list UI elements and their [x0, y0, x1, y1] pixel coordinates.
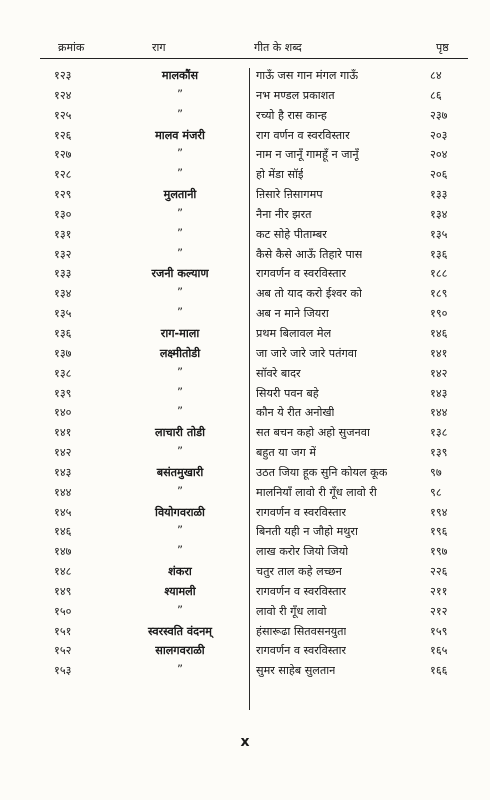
row-serial: १३७ [54, 346, 72, 360]
row-page: १६६ [430, 664, 448, 678]
row-raag: ” [177, 524, 183, 538]
row-song-words: लावो री गूँध लावो [256, 604, 327, 618]
row-raag: ” [177, 365, 183, 379]
row-serial: १४३ [54, 465, 72, 479]
row-serial: १४९ [54, 584, 72, 598]
row-page: ८६ [430, 88, 442, 102]
row-page: १६५ [430, 644, 448, 658]
row-page: १९४ [430, 505, 448, 519]
table-row [0, 145, 490, 165]
row-song-words: गाऊँ जस गान मंगल गाऊँ [256, 69, 359, 82]
table-row [0, 205, 490, 225]
row-serial: १४१ [54, 426, 72, 440]
table-row [0, 641, 490, 661]
row-song-words: रच्यो है रास कान्ह [256, 108, 327, 122]
row-page: २११ [430, 584, 448, 598]
row-raag: ” [177, 306, 183, 320]
row-song-words: नाम न जानूँ गामहूँ न जानूँ [256, 148, 359, 162]
row-raag: मुलतानी [163, 188, 197, 202]
row-serial: १४८ [54, 565, 72, 579]
row-song-words: रागवर्णन व स्वरविस्तार [256, 505, 347, 519]
row-serial: १३९ [54, 386, 72, 400]
table-row [0, 423, 490, 443]
row-page: १९७ [430, 545, 448, 559]
row-serial: १४२ [54, 446, 72, 460]
row-song-words: कौन ये रीत अनोखी [256, 406, 335, 420]
row-page: १४१ [430, 346, 448, 360]
table-row [0, 86, 490, 106]
row-page: १४६ [430, 326, 448, 340]
row-song-words: नैना नीर झरत [256, 207, 312, 221]
row-serial: १२५ [54, 108, 72, 122]
header-song-words: गीत के शब्द [254, 41, 302, 54]
row-serial: १३५ [54, 307, 72, 321]
header-page: पृष्ठ [436, 41, 449, 54]
table-row [0, 443, 490, 463]
row-raag: ” [177, 544, 183, 558]
row-serial: १५० [54, 604, 72, 618]
row-song-words: रागवर्णन व स्वरविस्तार [256, 644, 347, 658]
table-row [0, 284, 490, 304]
row-song-words: चतुर ताल कहे लच्छन [256, 565, 342, 579]
row-song-words: सुमर साहेब सुलतान [256, 664, 336, 678]
row-serial: १२८ [54, 168, 72, 182]
row-song-words: हंसारूढा सितवसनयुता [256, 624, 347, 638]
row-raag: राग-माला [160, 326, 200, 340]
row-song-words: सत बचन कहो अहो सुजनवा [256, 426, 370, 440]
row-page: ९८ [430, 485, 442, 499]
row-raag: बसंतमुखारी [156, 465, 204, 479]
row-raag: लक्ष्मीतोडी [159, 346, 201, 360]
row-page: १३६ [430, 247, 448, 261]
row-page: १९६ [430, 525, 448, 539]
row-serial: १३८ [54, 366, 72, 380]
row-song-words: राग वर्णन व स्वरविस्तार [256, 128, 350, 142]
row-raag: श्यामली [164, 584, 196, 598]
row-page: २३७ [430, 108, 448, 122]
row-raag: ” [177, 445, 183, 459]
row-page: १३५ [430, 227, 448, 241]
row-raag: स्वरस्वति वंदनम् [148, 624, 212, 638]
table-row [0, 66, 490, 86]
row-page: १९० [430, 307, 448, 321]
row-serial: १४५ [54, 505, 72, 519]
row-serial: १३६ [54, 326, 72, 340]
row-serial: १३० [54, 207, 72, 221]
table-row [0, 542, 490, 562]
table-row [0, 384, 490, 404]
row-page: १८८ [430, 267, 448, 281]
table-row [0, 403, 490, 423]
row-raag: ” [177, 286, 183, 300]
row-page: १३४ [430, 207, 448, 221]
row-page: ९७ [430, 465, 442, 479]
row-raag: ” [177, 226, 183, 240]
row-raag: वियोगवराळी [155, 505, 205, 519]
table-row [0, 582, 490, 602]
row-song-words: सियरी पवन बहे [256, 386, 319, 400]
row-serial: १३१ [54, 227, 72, 241]
row-raag: ” [177, 484, 183, 498]
table-header [40, 36, 468, 59]
table-row [0, 185, 490, 205]
row-song-words: मालनियाँ लावो री गूँध लावो री [256, 485, 377, 499]
row-raag: मालकौंस [161, 69, 199, 82]
row-page: १३९ [430, 446, 448, 460]
row-raag: ” [177, 603, 183, 617]
row-page: २२६ [430, 565, 448, 579]
row-song-words: रागवर्णन व स्वरविस्तार [256, 584, 347, 598]
table-row [0, 165, 490, 185]
row-page: २१२ [430, 604, 448, 618]
row-page: ८४ [430, 69, 442, 82]
row-serial: १४४ [54, 485, 72, 499]
header-serial: क्रमांक [58, 41, 85, 54]
header-raag: राग [152, 41, 166, 54]
row-page: २०६ [430, 168, 448, 182]
row-raag: मालव मंजरी [155, 128, 205, 142]
table-row [0, 522, 490, 542]
row-page: २०४ [430, 148, 448, 162]
row-song-words: जा जारे जारे जारे पतंगवा [256, 346, 357, 360]
table-row [0, 245, 490, 265]
row-raag: लाचारी तोडी [154, 426, 205, 440]
row-song-words: उठत जिया हूक सुनि कोयल कूक [256, 465, 388, 479]
table-row [0, 622, 490, 642]
row-page: १४४ [430, 406, 448, 420]
row-serial: १३२ [54, 247, 72, 261]
row-raag: शंकरा [168, 565, 192, 579]
row-song-words: अब तो याद करो ईश्वर को [256, 287, 362, 301]
row-raag: ” [177, 663, 183, 677]
row-page: १३८ [430, 426, 448, 440]
row-serial: १२७ [54, 148, 72, 162]
table-row [0, 562, 490, 582]
table-row [0, 264, 490, 284]
table-row [0, 344, 490, 364]
table-row [0, 106, 490, 126]
row-serial: १३३ [54, 267, 72, 281]
row-page: १३३ [430, 188, 448, 202]
row-raag: ” [177, 147, 183, 161]
table-row [0, 463, 490, 483]
row-page: १८९ [430, 287, 448, 301]
row-serial: १४७ [54, 545, 72, 559]
row-song-words: कैसे कैसे आऊँ तिहारे पास [256, 247, 363, 261]
row-song-words: अब न माने जियरा [256, 307, 329, 321]
table-row [0, 304, 490, 324]
table-row [0, 126, 490, 146]
row-song-words: हो मेंडा सॉई [256, 168, 304, 182]
row-song-words: कट सोहे पीताम्बर [256, 227, 327, 241]
table-row [0, 503, 490, 523]
row-serial: १५१ [54, 624, 72, 638]
row-song-words: ऩिसारे ऩिसागमप [256, 188, 323, 202]
table-row [0, 364, 490, 384]
row-page: १४२ [430, 366, 448, 380]
row-page: १५९ [430, 624, 448, 638]
table-row [0, 225, 490, 245]
row-serial: १२६ [54, 128, 72, 142]
row-raag: ” [177, 87, 183, 101]
row-page: १४३ [430, 386, 448, 400]
table-row [0, 324, 490, 344]
row-song-words: नभ मण्डल प्रकाशत [256, 88, 335, 102]
row-raag: ” [177, 167, 183, 181]
row-serial: १४० [54, 406, 72, 420]
row-serial: १५२ [54, 644, 72, 658]
page-number: x [240, 734, 250, 750]
row-page: २०३ [430, 128, 448, 142]
row-raag: ” [177, 107, 183, 121]
row-serial: १५३ [54, 664, 72, 678]
row-raag: ” [177, 405, 183, 419]
index-table [0, 66, 490, 681]
row-raag: सालगवराळी [155, 644, 205, 658]
row-song-words: रागवर्णन व स्वरविस्तार [256, 267, 347, 281]
row-raag: ” [177, 206, 183, 220]
row-raag: ” [177, 246, 183, 260]
row-serial: १४६ [54, 525, 72, 539]
row-raag: रजनी कल्याण [151, 267, 209, 281]
table-row [0, 483, 490, 503]
table-row [0, 602, 490, 622]
row-song-words: सॉवरे बादर [256, 366, 301, 380]
row-song-words: बहुत या जग में [256, 446, 317, 460]
row-serial: १२३ [54, 69, 72, 82]
row-serial: १२४ [54, 88, 72, 102]
row-song-words: लाख करोर जियो जियो [256, 545, 349, 559]
row-serial: १२९ [54, 188, 72, 202]
row-song-words: प्रथम बिलावल मेल [256, 326, 332, 340]
row-raag: ” [177, 385, 183, 399]
table-row [0, 661, 490, 681]
row-song-words: बिनती यही न जौहो मथुरा [256, 525, 358, 539]
row-serial: १३४ [54, 287, 72, 301]
